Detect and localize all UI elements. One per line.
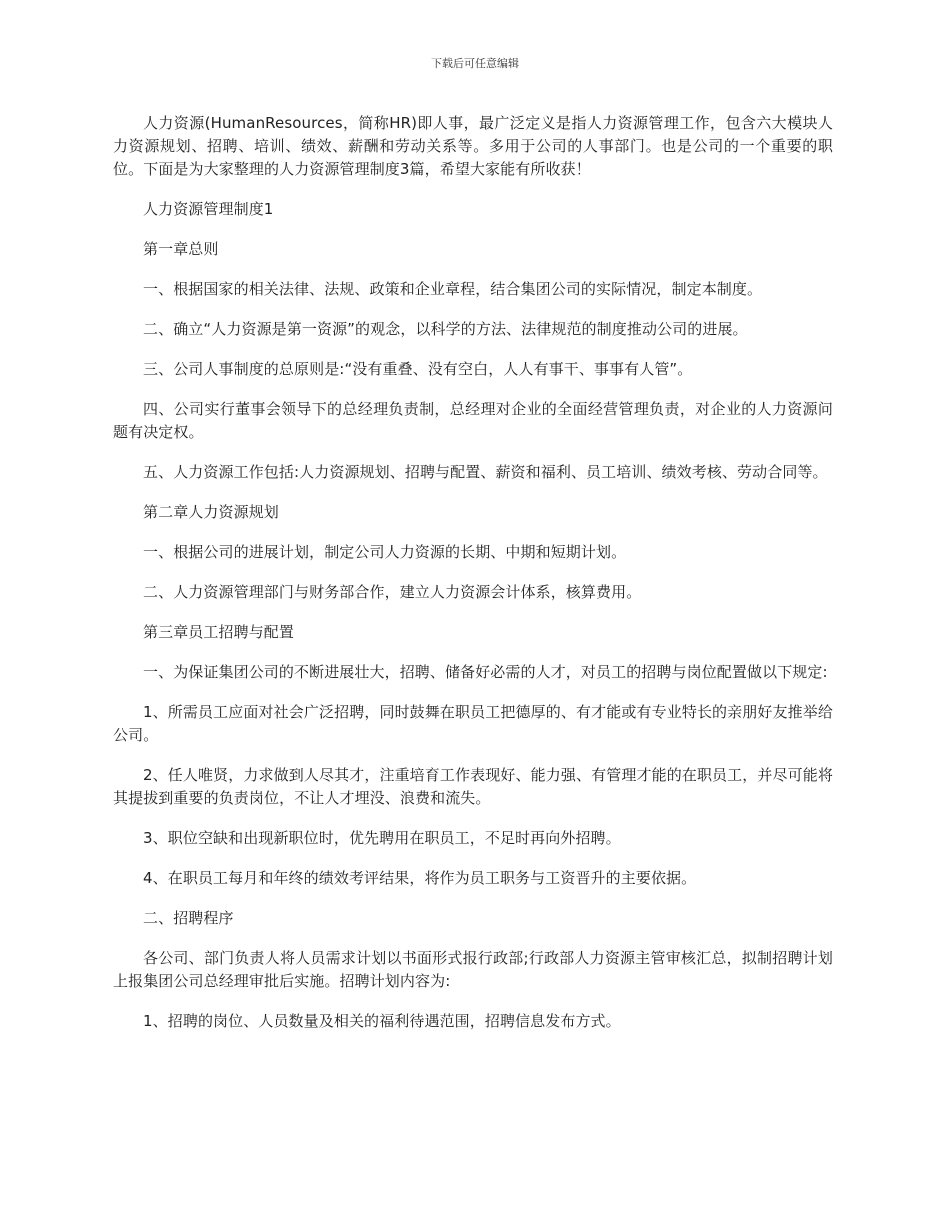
list-item-paragraph: 1、招聘的岗位、人员数量及相关的福利待遇范围，招聘信息发布方式。 <box>143 1012 621 1030</box>
section-title: 人力资源管理制度1 <box>143 200 274 218</box>
intro-paragraph: 人力资源(HumanResources，简称HR)即人事，最广泛定义是指人力资源管理工作，包含六大模块人力资源规划、招聘、培训、绩效、薪酬和劳动关系等。多用于公司的人事部门。也是公司的一个重要的职位。下面是为大家整理的人力资源管理制度3篇，希望大家能有所收获！ <box>113 114 833 178</box>
chapter-heading: 第二章人力资源规划 <box>143 503 279 521</box>
chapter-heading: 第三章员工招聘与配置 <box>143 623 295 641</box>
document-body <box>113 112 833 1050</box>
page-header: 下载后可任意编辑 <box>431 57 519 70</box>
subsection-heading: 二、招聘程序 <box>143 909 234 927</box>
list-item-paragraph: 2、任人唯贤，力求做到人尽其才，注重培育工作表现好、能力强、有管理才能的在职员工，并尽可能将其提拔到重要的负责岗位，不让人才埋没、浪费和流失。 <box>113 766 833 807</box>
list-item-paragraph: 4、在职员工每月和年终的绩效考评结果，将作为员工职务与工资晋升的主要依据。 <box>143 869 697 887</box>
clause-paragraph: 各公司、部门负责人将人员需求计划以书面形式报行政部;行政部人力资源主管审核汇总，拟制招聘计划上报集团公司总经理审批后实施。招聘计划内容为: <box>113 949 833 990</box>
clause-paragraph: 二、人力资源管理部门与财务部合作，建立人力资源会计体系，核算费用。 <box>143 583 642 601</box>
list-item-paragraph: 1、所需员工应面对社会广泛招聘，同时鼓舞在职员工把德厚的、有才能或有专业特长的亲朋好友推举给公司。 <box>113 703 833 744</box>
chapter-heading: 第一章总则 <box>143 240 219 258</box>
list-item-paragraph: 3、职位空缺和出现新职位时，优先聘用在职员工，不足时再向外招聘。 <box>143 829 621 847</box>
clause-paragraph: 三、公司人事制度的总原则是:“没有重叠、没有空白，人人有事干、事事有人管”。 <box>143 360 693 378</box>
clause-paragraph: 五、人力资源工作包括:人力资源规划、招聘与配置、薪资和福利、员工培训、绩效考核、劳动合同等。 <box>143 463 828 481</box>
clause-paragraph: 四、公司实行董事会领导下的总经理负责制，总经理对企业的全面经营管理负责，对企业的人力资源问题有决定权。 <box>113 400 833 441</box>
clause-paragraph: 一、为保证集团公司的不断进展壮大，招聘、储备好必需的人才，对员工的招聘与岗位配置做以下规定: <box>143 663 828 681</box>
clause-paragraph: 二、确立“人力资源是第一资源”的观念，以科学的方法、法律规范的制度推动公司的进展。 <box>143 320 748 338</box>
clause-paragraph: 一、根据公司的进展计划，制定公司人力资源的长期、中期和短期计划。 <box>143 543 627 561</box>
clause-paragraph: 一、根据国家的相关法律、法规、政策和企业章程，结合集团公司的实际情况，制定本制度。 <box>143 280 763 298</box>
